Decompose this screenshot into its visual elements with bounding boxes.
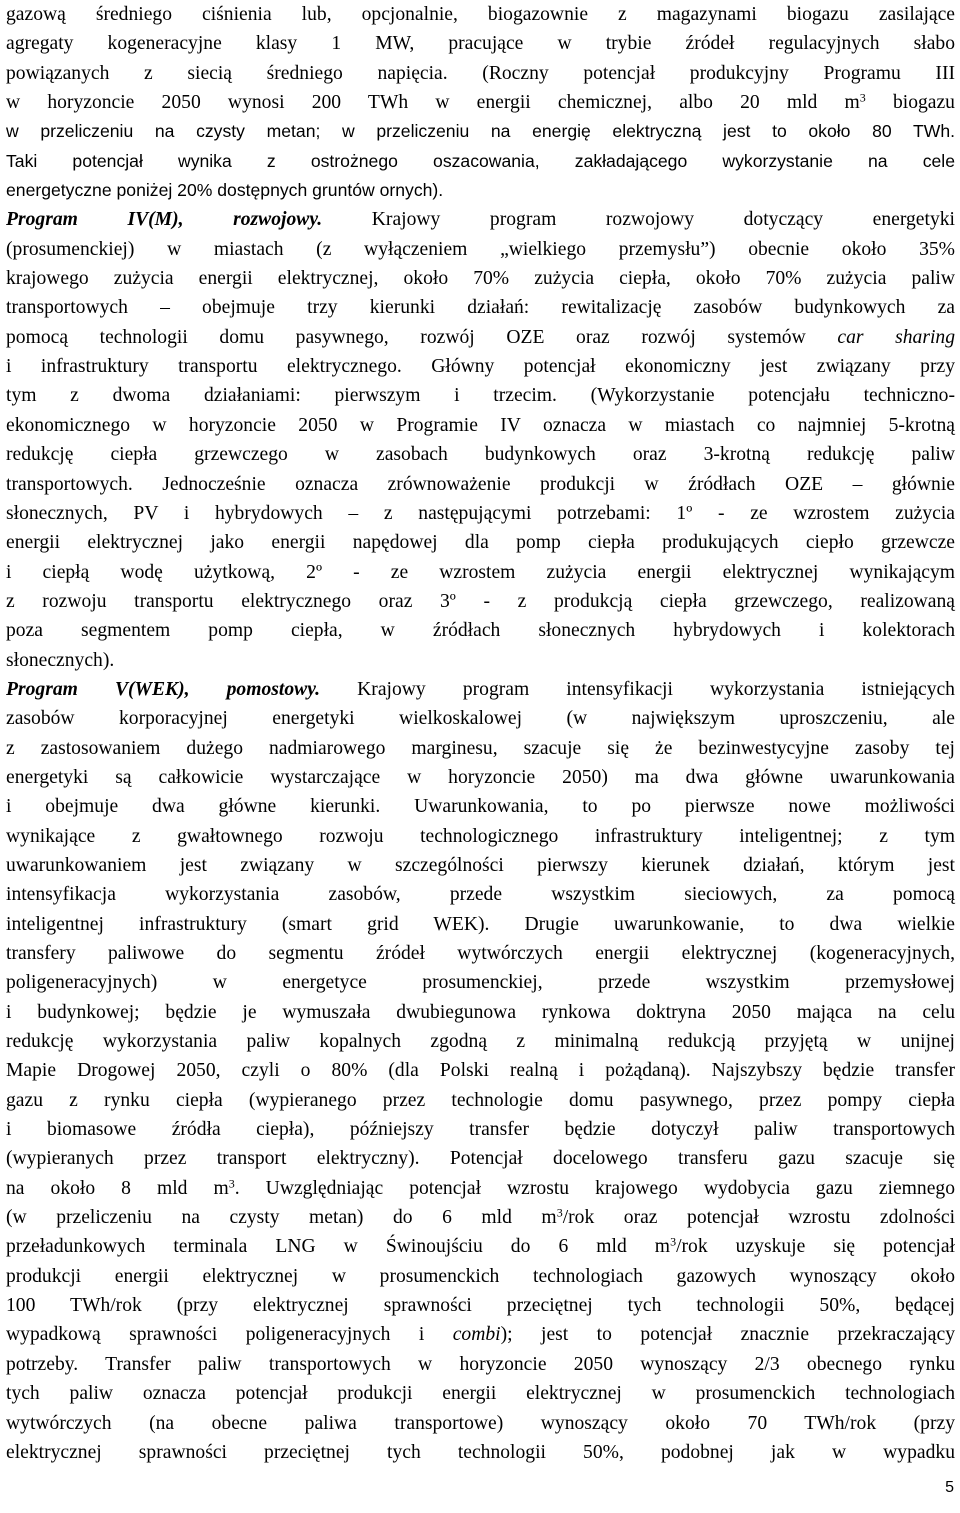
text-line: Mapie Drogowej 2050, czyli o 80% (dla Polski realną i pożądaną). Najszybszy będzie transfer <box>6 1060 955 1082</box>
text-line: krajowego zużycia energii elektrycznej, około 70% zużycia ciepła, około 70% zużycia paliw <box>6 268 955 290</box>
text-line: tych paliw oznacza potencjał produkcji energii elektrycznej w prosumenckich technologiach <box>6 1383 955 1405</box>
text-line: słonecznych). <box>6 649 115 671</box>
text-line: wynikające z gwałtownego rozwoju technologicznego infrastruktury inteligentnej; z tym <box>6 825 955 847</box>
text-line: i ciepłą wodę użytkową, 2º - ze wzrostem zużycia energii elektrycznej wynikającym <box>6 561 955 583</box>
text-line: elektrycznej sprawności przeciętnej tych technologii 50%, podobnej jak w wypadku <box>6 1441 955 1463</box>
text-line: przeładunkowych terminala LNG w Świnoujściu do 6 mld $m^3$/rok uzyskuje się potencjał <box>6 1234 955 1258</box>
text-line: i obejmuje dwa główne kierunki. Uwarunkowania, to po pierwsze nowe możliwości <box>6 796 955 818</box>
text-line: gazową średniego ciśnienia lub, opcjonalnie, biogazownie z magazynami biogazu zasilające <box>6 4 955 25</box>
text-line: wytwórczych (na obecne paliwa transportowe) wynoszący około 70 TWh/rok (przy <box>6 1412 955 1434</box>
superscript: 3 <box>670 1234 677 1249</box>
text-line: gazu z rynku ciepła (wypieranego przez technologie domu pasywnego, przez pompy ciepła <box>6 1089 955 1111</box>
text-line: redukcję ciepła grzewczego w zasobach budynkowych oraz 3-krotną redukcję paliw <box>6 444 955 466</box>
text-line: (prosumenckiej) w miastach (z wyłączeniem „wielkiego przemysłu”) obecnie około 35% <box>6 238 955 260</box>
text-line: inteligentnej infrastruktury (smart grid WEK). Drugie uwarunkowanie, to dwa wielkie <box>6 913 955 935</box>
text-line: transportowych. Jednocześnie oznacza zrównoważenie produkcji w źródłach OZE – głównie <box>6 473 955 495</box>
text-line: i budynkowej; będzie je wymuszała dwubiegunowa rynkowa doktryna 2050 mająca na celu <box>6 1001 955 1023</box>
text-line: redukcję wykorzystania paliw kopalnych zgodną z minimalną redukcją przyjętą w unijnej <box>6 1031 955 1053</box>
document-page <box>6 0 955 1467</box>
text-line: z zastosowaniem dużego nadmiarowego marginesu, szacuje się że bezinwestycyjne zasoby tej <box>6 737 955 759</box>
text-line: w horyzoncie 2050 wynosi 200 TWh w energii chemicznej, albo 20 mld $m^3$ biogazu <box>6 90 955 114</box>
text-line: transfery paliwowe do segmentu źródeł wytwórczych energii elektrycznej (kogeneracyjnych, <box>6 943 955 964</box>
text-line: agregaty kogeneracyjne klasy 1 MW, pracujące w trybie źródeł regulacyjnych słabo <box>6 33 955 55</box>
text-line: tym z dwoma działaniami: pierwszym i trzecim. (Wykorzystanie potencjału techniczno- <box>6 385 955 407</box>
text-line: energetyki są całkowicie wystarczające w horyzoncie 2050) ma dwa główne uwarunkowania <box>6 766 955 788</box>
text-line: uwarunkowaniem jest związany w szczególności pierwszy kierunek działań, którym jest <box>6 854 955 876</box>
superscript: 3 <box>556 1205 563 1220</box>
program-heading: Program V(WEK), pomostowy. <box>6 678 321 700</box>
text-line: (wypieranych przez transport elektryczny). Potencjał docelowego transferu gazu szacuje się <box>6 1148 955 1170</box>
text-line: słonecznych, PV i hybrydowych – z następującymi potrzebami: 1º - ze wzrostem zużycia <box>6 502 955 524</box>
text-line: ekonomicznego w horyzoncie 2050 w Programie IV oznacza w miastach co najmniej 5-krotną <box>6 414 955 436</box>
text-line: poligeneracyjnych) w energetyce prosumenckiej, przede wszystkim przemysłowej <box>6 972 955 994</box>
text-line: powiązanych z siecią średniego napięcia. (Roczny potencjał produkcyjny Programu III <box>6 62 955 84</box>
text-line: na około 8 mld $m^3$. Uwzględniając potencjał wzrostu krajowego wydobycia gazu ziemnego <box>6 1176 955 1199</box>
text-line: poza segmentem pomp ciepła, w źródłach słonecznych hybrydowych i kolektorach <box>6 620 955 642</box>
text-line: transportowych – obejmuje trzy kierunki działań: rewitalizację zasobów budynkowych za <box>6 297 955 319</box>
text-line: zasobów korporacyjnej energetyki wielkoskalowej (w największym uproszczeniu, ale <box>6 708 955 730</box>
text-line: energii elektrycznej jako energii napędowej dla pomp ciepła produkujących ciepło grzewcze <box>6 532 955 554</box>
program-heading: Program IV(M), rozwojowy. <box>6 209 323 231</box>
text-line: pomocą technologii domu pasywnego, rozwój OZE oraz rozwój systemów car sharing <box>6 326 955 348</box>
text-line: z rozwoju transportu elektrycznego oraz 3º - z produkcją ciepła grzewczego, realizowaną <box>6 590 955 612</box>
superscript: 3 <box>859 90 866 105</box>
text-line: produkcji energii elektrycznej w prosumenckich technologiach gazowych wynoszący około <box>6 1265 955 1287</box>
text-line: 100 TWh/rok (przy elektrycznej sprawności przeciętnej tych technologii 50%, będącej <box>6 1295 955 1317</box>
text-line: energetyczne poniżej 20% dostępnych gruntów ornych). <box>6 180 444 201</box>
text-line: w przeliczeniu na czysty metan; w przeliczeniu na energię elektryczną jest to około 80 TWh. <box>6 121 955 142</box>
page-number: 5 <box>945 1479 954 1496</box>
text-line: (w przeliczeniu na czysty metan) do 6 mld $m^3$/rok oraz potencjał wzrostu zdolności <box>6 1205 956 1229</box>
text-line: wypadkową sprawności poligeneracyjnych i combi); jest to potencjał znacznie przekraczający <box>6 1324 955 1346</box>
text-line: Program IV(M), rozwojowy. Krajowy program rozwojowy dotyczący energetyki <box>6 209 955 231</box>
superscript: 3 <box>228 1176 235 1191</box>
text-line: Taki potencjał wynika z ostrożnego oszacowania, zakładającego wykorzystanie na cele <box>6 150 955 171</box>
text-line: i biomasowe źródła ciepła), późniejszy transfer będzie dotyczył paliw transportowych <box>6 1119 955 1141</box>
text-line: Program V(WEK), pomostowy. Krajowy program intensyfikacji wykorzystania istniejących <box>6 678 955 700</box>
text-line: potrzeby. Transfer paliw transportowych w horyzoncie 2050 wynoszący 2/3 obecnego rynku <box>6 1353 955 1375</box>
text-line: intensyfikacja wykorzystania zasobów, przede wszystkim sieciowych, za pomocą <box>6 884 955 906</box>
text-line: i infrastruktury transportu elektrycznego. Główny potencjał ekonomiczny jest związany przy <box>6 356 955 378</box>
